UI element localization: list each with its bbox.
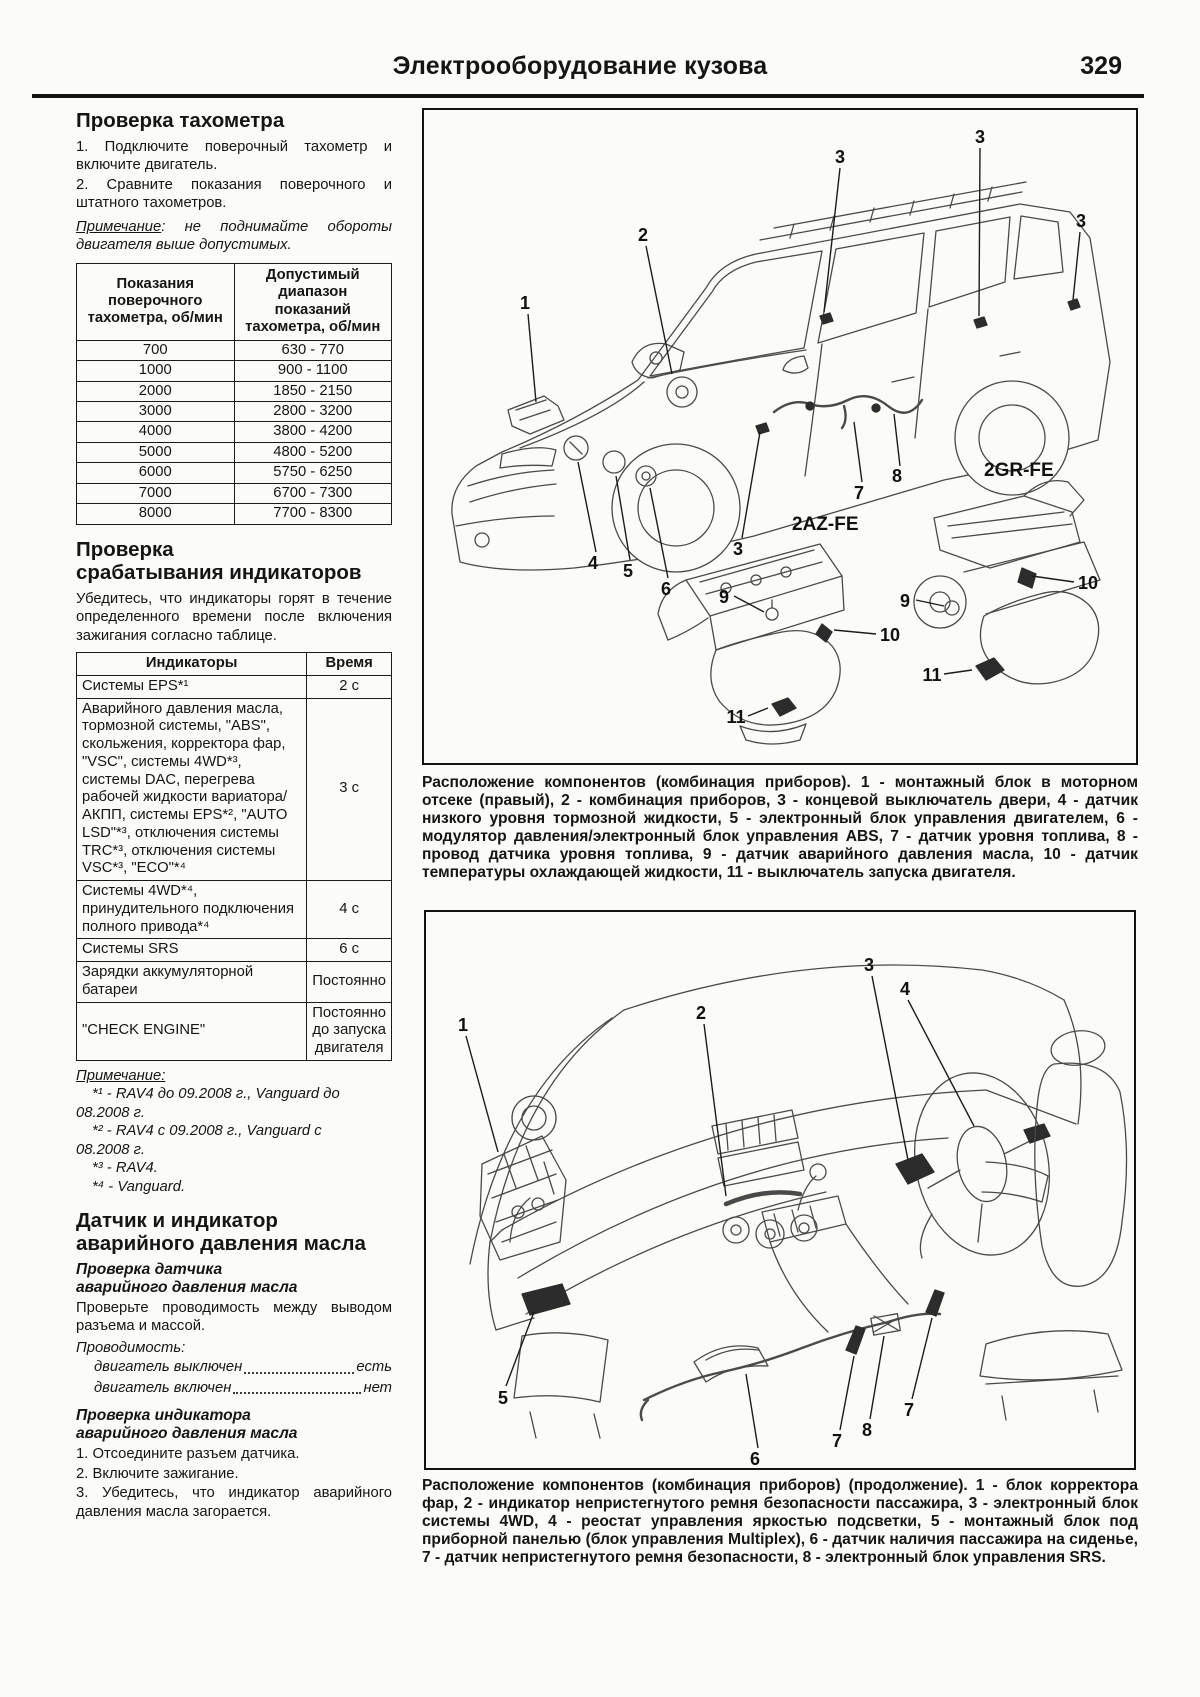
- cell: 3000: [77, 402, 235, 422]
- section-title-tachometer: Проверка тахометра: [76, 109, 285, 132]
- subhead-indicator-check: [76, 1407, 392, 1443]
- figure-component-location-interior: [424, 910, 1136, 1470]
- ind-col1-header: Индикаторы: [77, 653, 307, 676]
- subhead-line: Проверка индикатора: [76, 1407, 251, 1425]
- indicator-table: [76, 652, 392, 1061]
- callout-3: 3: [863, 955, 875, 975]
- cell: 700: [77, 340, 235, 360]
- sensor-check-text: Проверьте проводимость между выводом разъема и массой.: [76, 1300, 392, 1335]
- callout-6: 6: [749, 1449, 761, 1468]
- engine-label-2az-fe: 2AZ-FE: [792, 514, 859, 535]
- figure1-caption: Расположение компонентов (комбинация приборов). 1 - монтажный блок в моторном отсеке (правый), 2 - комбинация приборов, 3 - концевой выключатель двери, 4 - датчик низкого уровня тормозной жидкости, 5 - электронный блок управления двигателем, 6 - модулятор давления/электронный блок управления ABS, 7 - датчик уровня топлива, 8 - провод датчика уровня топлива, 9 - датчик аварийного давления масла, 10 - датчик температуры охлаждающей жидкости, 11 - выключатель запуска двигателя.: [422, 774, 1138, 882]
- footnote-3: *³ - RAV4.: [92, 1160, 158, 1177]
- table-header-row: [77, 263, 392, 340]
- cell: 6700 - 7300: [234, 483, 392, 503]
- cell: 900 - 1100: [234, 361, 392, 381]
- callout-3: 3: [974, 127, 986, 147]
- callout-2: 2: [637, 225, 649, 245]
- cond-left: двигатель включен: [94, 1379, 232, 1396]
- footnotes-label: Примечание:: [76, 1067, 166, 1084]
- footnote-4: *⁴ - Vanguard.: [92, 1178, 186, 1195]
- callout-6: 6: [660, 579, 672, 599]
- callout-4: 4: [899, 979, 911, 999]
- tach-col2-header: Допустимый диапазон показаний тахометра, об/мин: [234, 263, 392, 340]
- cond-right: есть: [356, 1359, 392, 1376]
- car-interior-diagram: [426, 912, 1134, 1468]
- page-header-title: Электрооборудование кузова: [392, 52, 768, 80]
- cell: Аварийного давления масла, тормозной системы, "ABS", скольжения, корректора фар, "VSC", системы 4WD*³, системы DAC, перегрева рабочей жидкости вариатора/АКПП, системы EPS*², "AUTO LSD"*³, отключения системы TRC*³, отключения системы VSC*³, "ECO"*⁴: [77, 698, 307, 881]
- oil-step-2: 2. Включите зажигание.: [76, 1465, 239, 1482]
- cell: 5000: [77, 442, 235, 462]
- cell: 1000: [77, 361, 235, 381]
- cell: 7700 - 8300: [234, 504, 392, 524]
- tach-col1-header: Показания поверочного тахометра, об/мин: [77, 263, 235, 340]
- tach-step-1: 1. Подключите поверочный тахометр и включите двигатель.: [76, 138, 392, 174]
- cell: "CHECK ENGINE": [77, 1002, 307, 1060]
- car-exterior-diagram: [424, 110, 1136, 763]
- oil-step-3: 3. Убедитесь, что индикатор аварийного давления масла загорается.: [76, 1485, 392, 1520]
- table-row: [77, 504, 392, 524]
- figure-component-location-exterior: [422, 108, 1138, 765]
- callout-2: 2: [695, 1003, 707, 1023]
- header-rule: [32, 94, 1144, 98]
- table-row: [77, 675, 392, 698]
- callout-9: 9: [718, 587, 730, 607]
- cell: 630 - 770: [234, 340, 392, 360]
- table-row: [77, 422, 392, 442]
- table-row: [77, 340, 392, 360]
- table-row: [77, 939, 392, 962]
- dotted-leader: [233, 1392, 361, 1394]
- callout-10: 10: [879, 625, 901, 645]
- table-row: [77, 483, 392, 503]
- left-column: [76, 110, 392, 1522]
- cell: 3 с: [307, 698, 392, 881]
- note-label: Примечание: [76, 218, 162, 235]
- dotted-leader: [244, 1372, 354, 1374]
- cell: Постоянно до запуска двигателя: [307, 1002, 392, 1060]
- cell: Системы SRS: [77, 939, 307, 962]
- table-row: [77, 463, 392, 483]
- cell: 4000: [77, 422, 235, 442]
- callout-7: 7: [853, 483, 865, 503]
- cond-left: двигатель выключен: [94, 1359, 243, 1376]
- table-row: [77, 361, 392, 381]
- section-title-indicators: [76, 539, 392, 585]
- callout-3: 3: [834, 147, 846, 167]
- cell: 2800 - 3200: [234, 402, 392, 422]
- cell: Системы 4WD*⁴, принудительного подключения полного привода*⁴: [77, 881, 307, 939]
- conductivity-row: [76, 1358, 392, 1376]
- cond-right: нет: [363, 1379, 392, 1396]
- callout-11: 11: [726, 707, 746, 727]
- callout-8: 8: [891, 466, 903, 486]
- subhead-line: аварийного давления масла: [76, 1425, 298, 1443]
- callout-5: 5: [622, 561, 634, 581]
- cell: Постоянно: [307, 962, 392, 1003]
- cell: 2000: [77, 381, 235, 401]
- tach-step-2: 2. Сравните показания поверочного и штатного тахометров.: [76, 176, 392, 212]
- footnote-2: *² - RAV4 с 09.2008 г., Vanguard с: [92, 1123, 322, 1140]
- table-row: [77, 402, 392, 422]
- cell: 3800 - 4200: [234, 422, 392, 442]
- callout-9: 9: [899, 591, 911, 611]
- tachometer-table: [76, 263, 392, 525]
- callout-7: 7: [903, 1400, 915, 1420]
- footnote-1-cont: 08.2008 г.: [76, 1104, 146, 1121]
- note-text: : не поднимайте обороты двигателя выше допустимых.: [76, 218, 392, 254]
- cell: Зарядки аккумуляторной батареи: [77, 962, 307, 1003]
- title-line: Датчик и индикатор: [76, 1209, 278, 1233]
- subhead-sensor-check: [76, 1261, 392, 1297]
- section-title-oil-pressure: [76, 1210, 392, 1256]
- callout-4: 4: [587, 553, 599, 573]
- footnotes-block: [76, 1067, 392, 1196]
- callout-8: 8: [861, 1420, 873, 1440]
- cell: 6 с: [307, 939, 392, 962]
- cell: 6000: [77, 463, 235, 483]
- callout-11: 11: [922, 665, 942, 685]
- callout-1: 1: [519, 293, 531, 313]
- table-row: [77, 381, 392, 401]
- page-number: 329: [1080, 52, 1122, 80]
- table-row: [77, 1002, 392, 1060]
- tach-note: [76, 218, 392, 255]
- callout-leader-lines: [466, 976, 974, 1448]
- callout-1: 1: [457, 1015, 469, 1035]
- callout-7: 7: [831, 1431, 843, 1451]
- table-row: [77, 881, 392, 939]
- subhead-line: Проверка датчика: [76, 1261, 223, 1279]
- cell: 2 с: [307, 675, 392, 698]
- conductivity-label: Проводимость:: [76, 1339, 186, 1356]
- table-row: [77, 962, 392, 1003]
- subhead-line: аварийного давления масла: [76, 1279, 298, 1297]
- table-header-row: [77, 653, 392, 676]
- engine-label-2gr-fe: 2GR-FE: [984, 460, 1054, 481]
- callout-5: 5: [497, 1388, 509, 1408]
- callout-3: 3: [1075, 211, 1087, 231]
- oil-step-1: 1. Отсоедините разъем датчика.: [76, 1446, 300, 1463]
- cell: 4800 - 5200: [234, 442, 392, 462]
- cell: 8000: [77, 504, 235, 524]
- conductivity-row: [76, 1379, 392, 1397]
- cell: 4 с: [307, 881, 392, 939]
- table-row: [77, 698, 392, 881]
- footnote-1: *¹ - RAV4 до 09.2008 г., Vanguard до: [92, 1086, 340, 1103]
- indicators-intro: Убедитесь, что индикаторы горят в течение определенного времени после включения зажигания согласно таблице.: [76, 590, 392, 644]
- title-line: аварийного давления масла: [76, 1232, 366, 1256]
- title-line: срабатывания индикаторов: [76, 560, 362, 584]
- callout-3: 3: [732, 539, 744, 559]
- cell: 5750 - 6250: [234, 463, 392, 483]
- cell: Системы EPS*¹: [77, 675, 307, 698]
- ind-col2-header: Время: [307, 653, 392, 676]
- title-line: Проверка: [76, 537, 174, 561]
- table-row: [77, 442, 392, 462]
- cell: 7000: [77, 483, 235, 503]
- figure2-caption: Расположение компонентов (комбинация приборов) (продолжение). 1 - блок корректора фар, 2 - индикатор непристегнутого ремня безопасности пассажира, 3 - электронный блок системы 4WD, 4 - реостат управления яркостью подсветки, 5 - монтажный блок под приборной панелью (блок управления Multiplex), 6 - датчик наличия пассажира на сиденье, 7 - датчик непристегнутого ремня безопасности, 8 - электронный блок управления SRS.: [422, 1477, 1138, 1567]
- cell: 1850 - 2150: [234, 381, 392, 401]
- callout-10: 10: [1077, 573, 1099, 593]
- footnote-2-cont: 08.2008 г.: [76, 1141, 146, 1158]
